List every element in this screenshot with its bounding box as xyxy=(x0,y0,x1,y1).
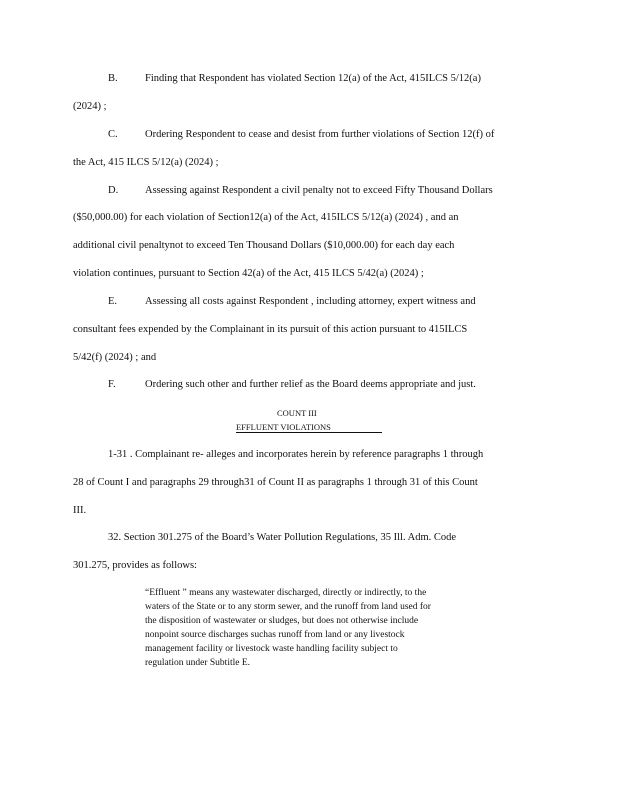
para-31-line-2: 28 of Count I and paragraphs 29 through31 of Count II as paragraphs 1 through 31 of this Count xyxy=(73,477,478,488)
count-heading: COUNT III xyxy=(277,408,317,418)
quote-line-1: “Effluent ” means any wastewater discharged, directly or indirectly, to the xyxy=(145,588,427,598)
item-f-line-1: Ordering such other and further relief as the Board deems appropriate and just. xyxy=(145,379,476,390)
item-e-line-2: consultant fees expended by the Complainant in its pursuit of this action pursuant to 415ILCS xyxy=(73,324,468,335)
item-letter-e: E. xyxy=(108,296,118,307)
para-32-line-1: 32. Section 301.275 of the Board’s Water Pollution Regulations, 35 Ill. Adm. Code xyxy=(108,532,457,543)
item-b-line-1: Finding that Respondent has violated Section 12(a) of the Act, 415ILCS 5/12(a) xyxy=(145,73,481,84)
item-c-line-1: Ordering Respondent to cease and desist from further violations of Section 12(f) of xyxy=(145,129,495,140)
quote-line-3: the disposition of wastewater or sludges, but does not otherwise include xyxy=(145,616,419,626)
para-31-line-1: 1-31 . Complainant re- alleges and incorporates herein by reference paragraphs 1 through xyxy=(108,449,484,460)
heading-underline xyxy=(236,432,382,433)
item-d-line-2: ($50,000.00) for each violation of Section12(a) of the Act, 415ILCS 5/12(a) (2024) , and an xyxy=(73,212,459,223)
quote-line-2: waters of the State or to any storm sewer, and the runoff from land used for xyxy=(145,602,431,612)
item-letter-f: F. xyxy=(108,379,116,390)
item-letter-b: B. xyxy=(108,73,118,84)
item-b-line-2: (2024) ; xyxy=(73,101,107,112)
item-d-line-1: Assessing against Respondent a civil penalty not to exceed Fifty Thousand Dollars xyxy=(145,185,493,196)
item-letter-c: C. xyxy=(108,129,118,140)
item-e-line-3: 5/42(f) (2024) ; and xyxy=(73,352,157,363)
count-subheading: EFFLUENT VIOLATIONS xyxy=(236,422,331,432)
item-letter-d: D. xyxy=(108,185,119,196)
item-d-line-3: additional civil penaltynot to exceed Ten Thousand Dollars ($10,000.00) for each day each xyxy=(73,240,455,251)
quote-line-5: management facility or livestock waste handling facility subject to xyxy=(145,644,398,654)
item-e-line-1: Assessing all costs against Respondent , including attorney, expert witness and xyxy=(145,296,476,307)
item-d-line-4: violation continues, pursuant to Section 42(a) of the Act, 415 ILCS 5/42(a) (2024) ; xyxy=(73,268,424,279)
quote-line-6: regulation under Subtitle E. xyxy=(145,658,251,668)
quote-line-4: nonpoint source discharges suchas runoff from land or any livestock xyxy=(145,630,405,640)
item-c-line-2: the Act, 415 ILCS 5/12(a) (2024) ; xyxy=(73,157,219,168)
para-31-line-3: III. xyxy=(73,505,87,516)
para-32-line-2: 301.275, provides as follows: xyxy=(73,560,197,571)
